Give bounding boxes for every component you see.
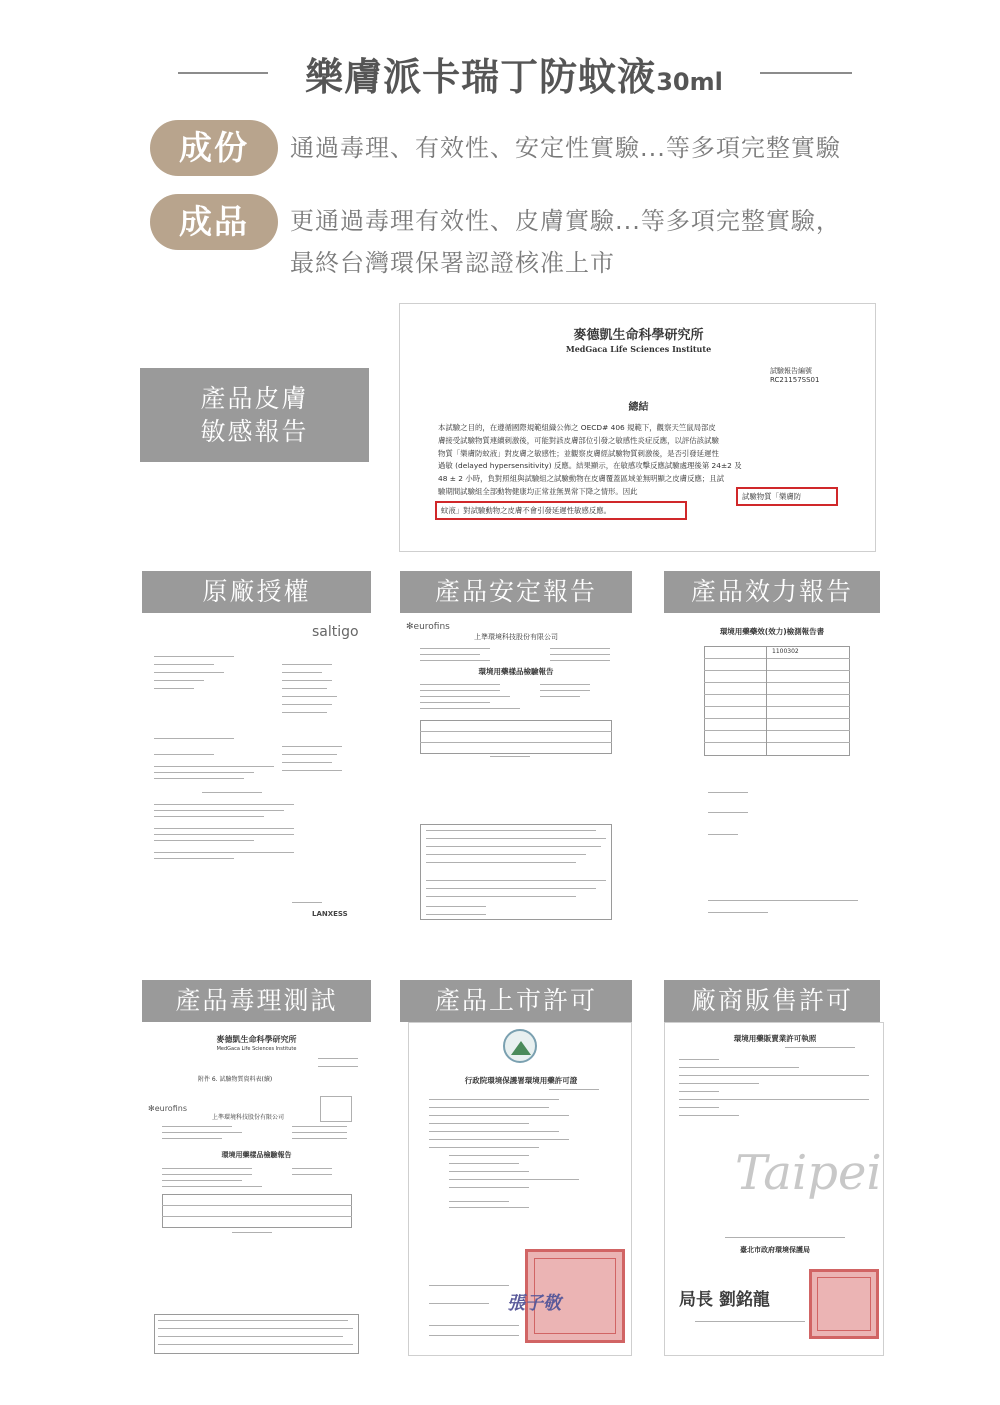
stability-heading: 環境用藥樣品檢驗報告	[478, 667, 554, 676]
skin-report-body-line: 膚接受試驗物質連續刺激後，可能對該皮膚部位引發之敏感性炎症反應，以評估該試驗	[438, 435, 719, 445]
skin-report-label-line1: 產品皮膚	[200, 384, 309, 413]
saltigo-logo: saltigo	[312, 624, 359, 640]
efficacy-document	[664, 616, 880, 936]
skin-report-body-line: 過敏 (delayed hypersensitivity) 反應。結果顯示，在敏感攻擊反應試驗處理後第 24±2 及	[438, 461, 742, 471]
authorization-document	[142, 616, 371, 934]
skin-report-body-line: 驗期間試驗組全部動物健康均正常並無異常下降之情形。因此	[438, 486, 638, 496]
highlight-text-2: 蚊液」對試驗動物之皮膚不會引發延遲性敏感反應。	[441, 506, 611, 515]
market-permit-heading: 行政院環境保護署環境用藥許可證	[464, 1076, 578, 1085]
toxicology-heading: 環境用藥樣品檢驗報告	[221, 1151, 292, 1159]
stability-company: 上準環境科技股份有限公司	[474, 633, 558, 641]
skin-report-body-line: 48 ± 2 小時，負對照組與試驗組之試驗動物在皮膚覆蓋區域並無明顯之皮膚反應；且試	[438, 474, 725, 484]
skin-report-no-label: 試驗報告編號	[770, 367, 812, 375]
factory-authorization-label: 原廠授權	[142, 571, 371, 613]
stability-eurofins-logo: ✻eurofins	[406, 622, 450, 632]
stability-report-label: 產品安定報告	[400, 571, 632, 613]
toxicology-institute: 麥德凱生命科學研究所	[216, 1035, 297, 1044]
product-description-line1: 更通過毒理有效性、皮膚實驗...等多項完整實驗，	[290, 207, 841, 235]
stability-document	[400, 616, 632, 936]
product-pill: 成品	[150, 194, 278, 250]
skin-report-document	[399, 303, 876, 552]
title-name: 樂膚派卡瑞丁防蚊液	[305, 55, 657, 99]
title-divider-right	[760, 72, 852, 74]
skin-report-body-line: 本試驗之目的，在遵循國際規範組織公佈之 OECD# 406 規範下，觀察天竺鼠局部皮	[438, 423, 716, 432]
skin-report-body	[438, 422, 742, 499]
taipei-logo: Taipei	[735, 1145, 882, 1201]
market-permit-label: 產品上市許可	[400, 980, 632, 1022]
sales-permit-label: 廠商販售許可	[664, 980, 880, 1022]
skin-report-institute: 麥德凱生命科學研究所	[573, 328, 704, 343]
epa-emblem-icon	[503, 1029, 537, 1063]
title-row	[0, 40, 1000, 110]
epa-signature: 張子敬	[507, 1293, 561, 1314]
ingredient-description: 通過毒理、有效性、安定性實驗...等多項完整實驗	[290, 134, 841, 162]
toxicology-label: 產品毒理測試	[142, 980, 371, 1022]
product-description-line2: 最終台灣環保署認證核准上市	[290, 249, 615, 277]
toxicology-company: 上準環境科技股份有限公司	[212, 1114, 285, 1121]
taipei-signature: 局長 劉銘龍	[679, 1290, 770, 1310]
official-seal-small	[809, 1269, 879, 1339]
skin-report-label-line2: 敏感報告	[200, 417, 309, 446]
title-unit: 30ml	[656, 68, 723, 96]
taipei-authority: 臺北市政府環境保護局	[740, 1246, 810, 1254]
market-permit-document	[408, 1022, 632, 1356]
skin-report-body-line: 物質「樂膚防蚊液」對皮膚之敏感性；並觀察皮膚經試驗物質刺激後，是否引發延遲性	[438, 448, 719, 458]
skin-report-label	[140, 368, 369, 462]
efficacy-report-label: 產品效力報告	[664, 571, 880, 613]
efficacy-heading: 環境用藥藥效(效力)檢測報告書	[719, 627, 825, 636]
skin-report-no: RC21157SS01	[770, 376, 820, 384]
lanxess-logo: LANXESS	[312, 910, 348, 918]
title-divider-left	[178, 72, 268, 74]
toxicology-document	[142, 1024, 371, 1356]
skin-report-section: 總結	[628, 402, 649, 413]
toxicology-annex: 附件 6. 試驗物質資料表(續)	[198, 1076, 273, 1083]
page-title	[270, 46, 758, 101]
skin-report-institute-en: MedGaca Life Sciences Institute	[565, 344, 712, 354]
stability-brand: eurofins	[413, 622, 450, 632]
efficacy-doc-no: 1100302	[772, 648, 799, 655]
toxicology-institute-en: MedGaca Life Sciences Institute	[216, 1046, 297, 1052]
sales-permit-heading: 環境用藥販賣業許可執照	[733, 1034, 817, 1043]
toxicology-brand: eurofins	[154, 1104, 187, 1113]
sales-permit-document	[664, 1022, 884, 1356]
toxicology-eurofins-logo: ✻eurofins	[148, 1104, 187, 1113]
highlight-text-1: 試驗物質「樂膚防	[742, 492, 802, 501]
ingredient-pill: 成份	[150, 120, 278, 176]
